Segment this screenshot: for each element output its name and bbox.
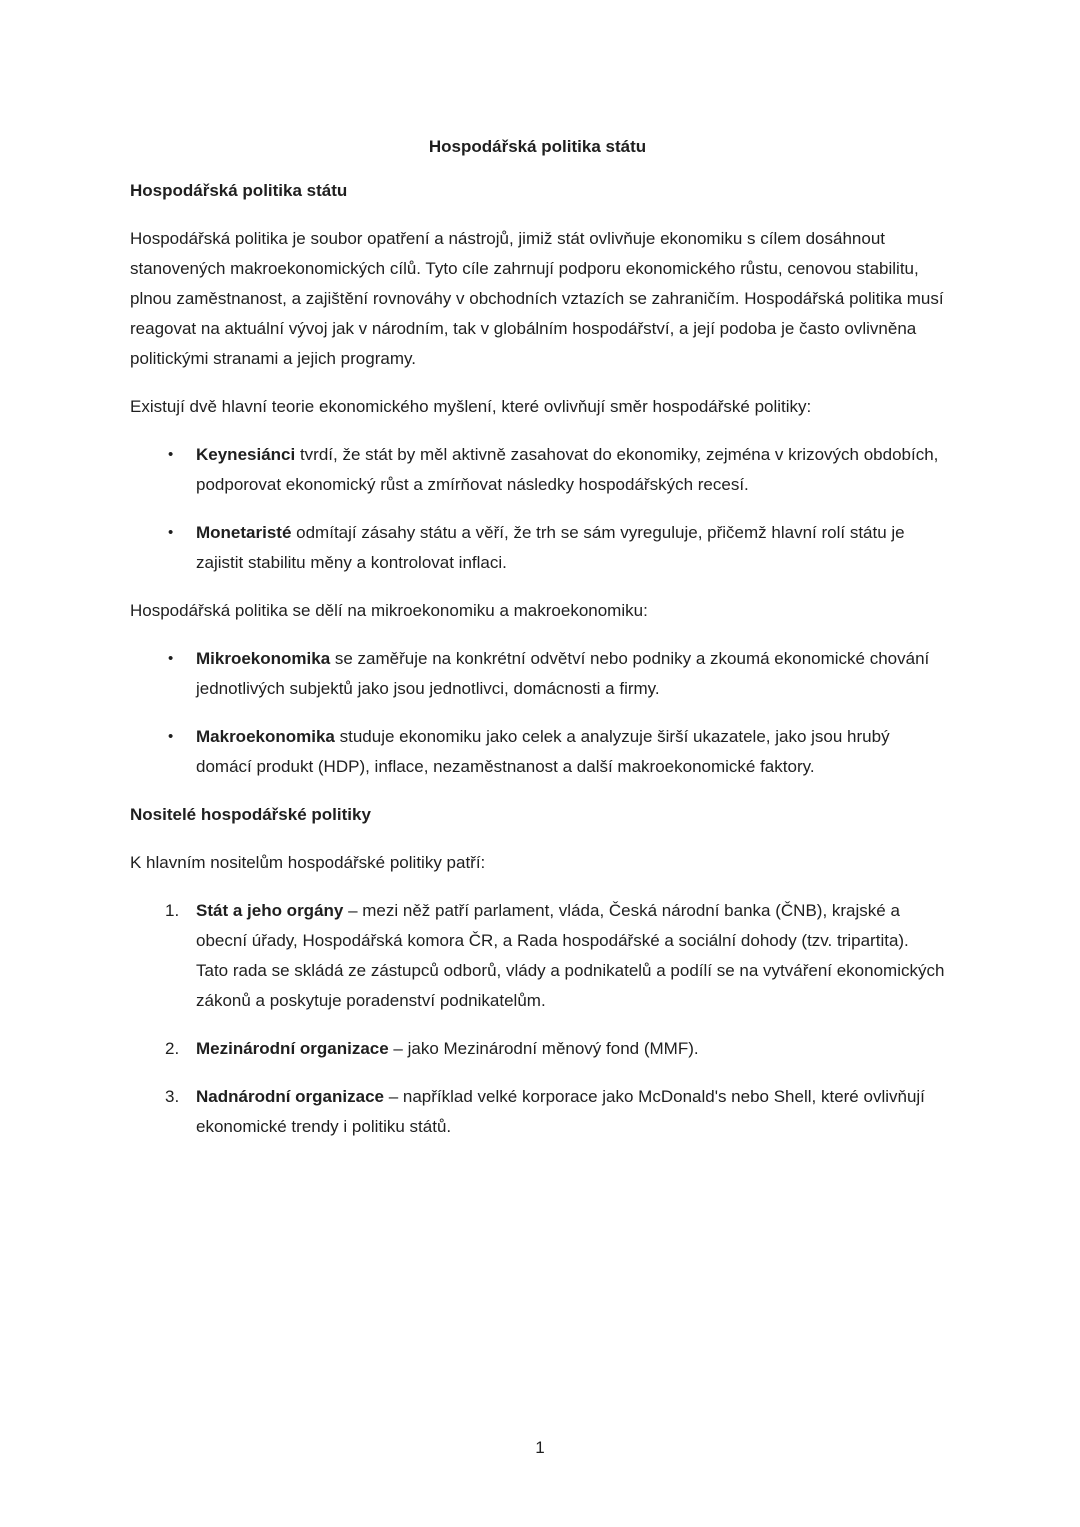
list-item-text: [196, 722, 945, 782]
list-item-term: Mezinárodní organizace: [196, 1039, 389, 1058]
list-item-rest: se zaměřuje na konkrétní odvětví nebo podniky a zkoumá ekonomické chování jednotlivých subjektů jako jsou jednotlivci, domácnosti a firmy.: [196, 649, 930, 698]
bearers-intro-paragraph: K hlavním nositelům hospodářské politiky patří:: [130, 853, 486, 872]
item-number: 1.: [165, 901, 180, 920]
list-item: [130, 440, 945, 500]
numbered-item: [130, 896, 945, 1016]
list-item-rest: – mezi něž patří parlament, vláda, Česká národní banka (ČNB), krajské a obecní úřady, Hospodářská komora ČR, a Rada hospodářské a sociální dohody (tzv. tripartita). Tato rada se skládá ze zástupců odborů, vlády a podnikatelů a podílí se na vytváření ekonomických zákonů a poskytuje poradenství podnikatelům.: [196, 901, 945, 1010]
list-item-text: [196, 644, 945, 704]
list-item-term: Makroekonomika: [196, 727, 335, 746]
list-item-text: [196, 1034, 945, 1064]
division-bullet-list: [130, 644, 945, 782]
list-item: [130, 644, 945, 704]
numbered-item: [130, 1082, 945, 1142]
list-item: [130, 722, 945, 782]
list-item-rest: odmítají zásahy státu a věří, že trh se sám vyreguluje, přičemž hlavní rolí státu je zajistit stabilitu měny a kontrolovat inflaci.: [196, 523, 905, 572]
section-heading-bearers: Nositelé hospodářské politiky: [130, 805, 371, 824]
bullet-icon: •: [168, 728, 174, 745]
list-item-rest: – například velké korporace jako McDonald's nebo Shell, které ovlivňují ekonomické trendy i politiku států.: [196, 1087, 925, 1136]
item-number: 3.: [165, 1087, 180, 1106]
list-item-text: [196, 1082, 945, 1142]
list-item-text: [196, 440, 945, 500]
page-number: 1: [535, 1438, 545, 1457]
intro-paragraph: Hospodářská politika je soubor opatření a nástrojů, jimiž stát ovlivňuje ekonomiku s cílem dosáhnout stanovených makroekonomických cílů. Tyto cíle zahrnují podporu ekonomického růstu, cenovou stabilitu, plnou zaměstnanost, a zajištění rovnováhy v obchodních vztazích se zahraničím. Hospodářská politika musí reagovat na aktuální vývoj jak v národním, tak v globálním hospodářství, a její podoba je často ovlivněna politickými stranami a jejich programy.: [130, 229, 944, 368]
bullet-icon: •: [168, 446, 174, 463]
list-item-text: [196, 518, 945, 578]
list-item-term: Stát a jeho orgány: [196, 901, 344, 920]
list-item-term: Keynesiánci: [196, 445, 296, 464]
theories-intro-paragraph: Existují dvě hlavní teorie ekonomického myšlení, které ovlivňují směr hospodářské politiky:: [130, 397, 812, 416]
division-intro-paragraph: Hospodářská politika se dělí na mikroekonomiku a makroekonomiku:: [130, 601, 648, 620]
theory-bullet-list: [130, 440, 945, 578]
item-number: 2.: [165, 1039, 180, 1058]
list-item-term: Monetaristé: [196, 523, 292, 542]
list-item: [130, 518, 945, 578]
list-item-rest: tvrdí, že stát by měl aktivně zasahovat do ekonomiky, zejména v krizových obdobích, podporovat ekonomický růst a zmírňovat následky hospodářských recesí.: [196, 445, 939, 494]
section-heading-main: Hospodářská politika státu: [130, 181, 348, 200]
list-item-term: Mikroekonomika: [196, 649, 331, 668]
bullet-icon: •: [168, 524, 174, 541]
bullet-icon: •: [168, 650, 174, 667]
numbered-item: [130, 1034, 945, 1064]
document-title: Hospodářská politika státu: [428, 137, 647, 156]
list-item-term: Nadnárodní organizace: [196, 1087, 384, 1106]
list-item-rest: studuje ekonomiku jako celek a analyzuje širší ukazatele, jako jsou hrubý domácí produkt (HDP), inflace, nezaměstnanost a další makroekonomické faktory.: [196, 727, 890, 776]
list-item-text: [196, 896, 945, 1016]
bearers-numbered-list: [130, 896, 945, 1142]
list-item-rest: – jako Mezinárodní měnový fond (MMF).: [388, 1039, 699, 1058]
